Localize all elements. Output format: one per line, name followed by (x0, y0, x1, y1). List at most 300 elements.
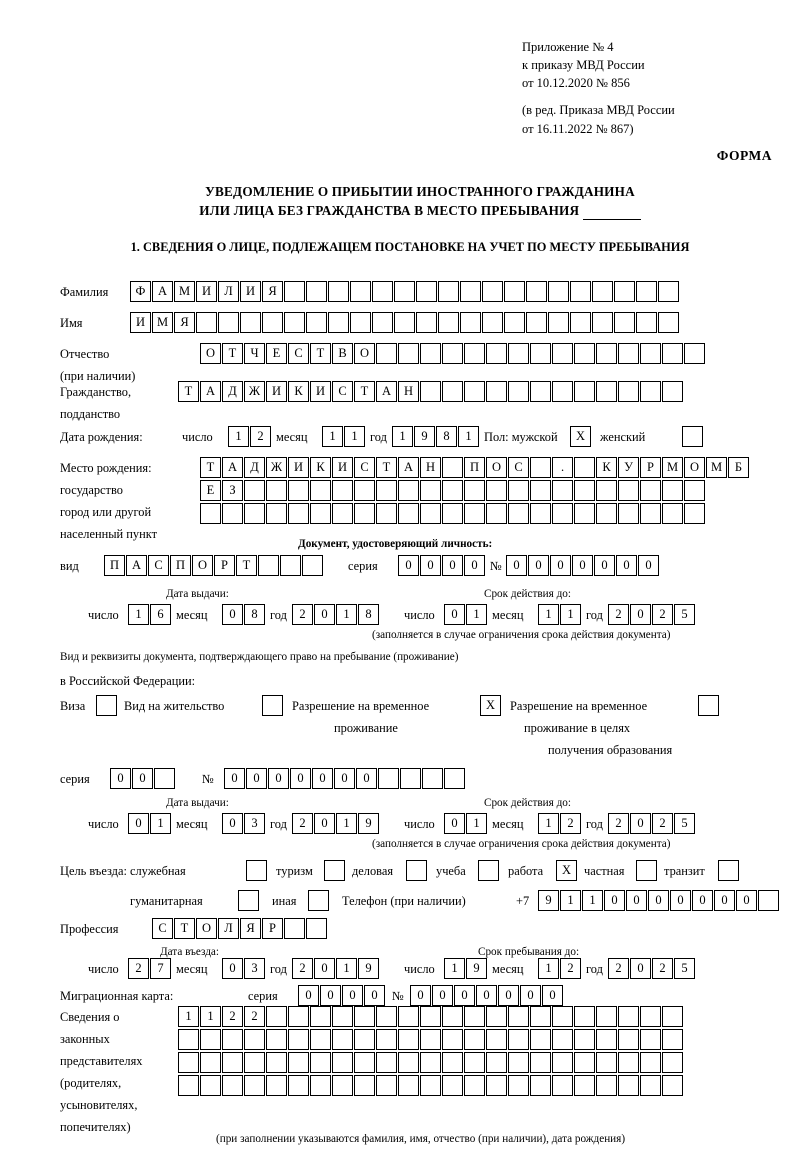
cell[interactable]: И (130, 312, 151, 333)
birthplace-city-boxes-2[interactable] (200, 503, 706, 524)
cell[interactable]: С (354, 457, 375, 478)
visa-checkbox[interactable] (96, 695, 117, 716)
cell[interactable] (310, 480, 331, 501)
cell[interactable]: И (310, 381, 331, 402)
cell[interactable]: 1 (150, 813, 171, 834)
cell[interactable]: Е (200, 480, 221, 501)
cell[interactable]: 6 (150, 604, 171, 625)
cell[interactable]: Т (354, 381, 375, 402)
cell[interactable]: 9 (414, 426, 435, 447)
entry-year-boxes[interactable] (292, 958, 380, 979)
cell[interactable] (658, 281, 679, 302)
cell[interactable] (486, 343, 507, 364)
cell[interactable] (442, 480, 463, 501)
cell[interactable] (640, 1006, 661, 1027)
doc-number-boxes[interactable] (506, 555, 660, 576)
cell[interactable]: 2 (608, 604, 629, 625)
cell[interactable] (592, 281, 613, 302)
cell[interactable]: Н (420, 457, 441, 478)
cell[interactable] (486, 1006, 507, 1027)
cell[interactable] (350, 281, 371, 302)
cell[interactable]: 0 (314, 604, 335, 625)
cell[interactable]: Я (174, 312, 195, 333)
sex-female-checkbox[interactable] (682, 426, 703, 447)
cell[interactable] (614, 281, 635, 302)
cell[interactable] (376, 1029, 397, 1050)
cell[interactable] (570, 312, 591, 333)
cell[interactable] (684, 480, 705, 501)
cell[interactable] (552, 1006, 573, 1027)
cell[interactable]: 9 (358, 958, 379, 979)
cell[interactable] (530, 1006, 551, 1027)
cell[interactable] (376, 503, 397, 524)
cell[interactable]: 0 (630, 958, 651, 979)
cell[interactable] (288, 1052, 309, 1073)
cell[interactable] (222, 503, 243, 524)
cell[interactable]: 2 (560, 958, 581, 979)
cell[interactable]: З (222, 480, 243, 501)
cell[interactable] (464, 503, 485, 524)
birth-day-boxes[interactable] (228, 426, 272, 447)
permit-series-boxes[interactable] (110, 768, 176, 789)
cell[interactable] (258, 555, 279, 576)
cell[interactable] (378, 768, 399, 789)
cell[interactable]: Т (200, 457, 221, 478)
birthplace-city-boxes[interactable] (200, 480, 706, 501)
cell[interactable] (614, 312, 635, 333)
cell[interactable] (284, 312, 305, 333)
cell[interactable]: 0 (314, 813, 335, 834)
purpose-business-checkbox[interactable] (406, 860, 427, 881)
cell[interactable] (354, 1006, 375, 1027)
cell[interactable]: С (148, 555, 169, 576)
cell[interactable] (310, 1052, 331, 1073)
cell[interactable] (640, 343, 661, 364)
cell[interactable] (640, 381, 661, 402)
cell[interactable] (310, 1029, 331, 1050)
cell[interactable]: Ф (130, 281, 151, 302)
cell[interactable]: 1 (228, 426, 249, 447)
sex-male-checkbox[interactable]: X (570, 426, 591, 447)
cell[interactable]: П (464, 457, 485, 478)
citizenship-boxes[interactable] (178, 381, 684, 402)
cell[interactable]: Б (728, 457, 749, 478)
cell[interactable] (218, 312, 239, 333)
migration-number-boxes[interactable] (410, 985, 564, 1006)
cell[interactable]: 9 (358, 813, 379, 834)
cell[interactable] (280, 555, 301, 576)
birth-year-boxes[interactable] (392, 426, 480, 447)
cell[interactable]: М (174, 281, 195, 302)
cell[interactable]: 2 (250, 426, 271, 447)
cell[interactable] (618, 480, 639, 501)
stay-day-boxes[interactable] (444, 958, 488, 979)
cell[interactable]: Д (244, 457, 265, 478)
cell[interactable]: К (288, 381, 309, 402)
cell[interactable] (464, 1029, 485, 1050)
permit-issue-day-boxes[interactable] (128, 813, 172, 834)
cell[interactable]: 5 (674, 604, 695, 625)
cell[interactable]: Т (236, 555, 257, 576)
cell[interactable] (574, 480, 595, 501)
cell[interactable] (640, 1052, 661, 1073)
purpose-work-checkbox[interactable]: X (556, 860, 577, 881)
cell[interactable]: Ж (244, 381, 265, 402)
cell[interactable] (482, 281, 503, 302)
cell[interactable]: 0 (420, 555, 441, 576)
cell[interactable] (420, 381, 441, 402)
cell[interactable]: И (196, 281, 217, 302)
cell[interactable]: 0 (736, 890, 757, 911)
cell[interactable] (592, 312, 613, 333)
cell[interactable] (420, 1006, 441, 1027)
cell[interactable]: 0 (454, 985, 475, 1006)
cell[interactable] (662, 503, 683, 524)
permit-valid-month-boxes[interactable] (538, 813, 582, 834)
legal-rep-row-3[interactable] (178, 1052, 684, 1073)
cell[interactable]: 0 (132, 768, 153, 789)
purpose-humanitarian-checkbox[interactable] (238, 890, 259, 911)
phone-boxes[interactable] (538, 890, 780, 911)
cell[interactable]: 0 (410, 985, 431, 1006)
cell[interactable] (662, 1052, 683, 1073)
cell[interactable] (574, 381, 595, 402)
cell[interactable] (306, 312, 327, 333)
cell[interactable] (504, 281, 525, 302)
cell[interactable]: Л (218, 918, 239, 939)
cell[interactable]: И (240, 281, 261, 302)
cell[interactable] (596, 503, 617, 524)
cell[interactable]: 1 (560, 890, 581, 911)
cell[interactable] (306, 281, 327, 302)
entry-day-boxes[interactable] (128, 958, 172, 979)
cell[interactable] (552, 1029, 573, 1050)
issue-year-boxes[interactable] (292, 604, 380, 625)
cell[interactable] (574, 457, 595, 478)
cell[interactable]: 2 (560, 813, 581, 834)
cell[interactable]: Р (214, 555, 235, 576)
cell[interactable]: Ч (244, 343, 265, 364)
cell[interactable] (508, 480, 529, 501)
cell[interactable] (530, 1029, 551, 1050)
cell[interactable] (372, 281, 393, 302)
cell[interactable] (548, 312, 569, 333)
cell[interactable] (416, 312, 437, 333)
cell[interactable] (618, 503, 639, 524)
cell[interactable] (310, 1006, 331, 1027)
cell[interactable]: 5 (674, 958, 695, 979)
cell[interactable] (400, 768, 421, 789)
doc-kind-boxes[interactable] (104, 555, 324, 576)
cell[interactable]: 1 (444, 958, 465, 979)
valid-year-boxes[interactable] (608, 604, 696, 625)
cell[interactable]: 0 (714, 890, 735, 911)
cell[interactable]: 0 (616, 555, 637, 576)
cell[interactable] (618, 343, 639, 364)
cell[interactable] (354, 1029, 375, 1050)
cell[interactable] (442, 1006, 463, 1027)
cell[interactable] (442, 381, 463, 402)
cell[interactable] (376, 1075, 397, 1096)
cell[interactable] (504, 312, 525, 333)
cell[interactable]: 1 (178, 1006, 199, 1027)
cell[interactable] (398, 1029, 419, 1050)
cell[interactable]: 0 (692, 890, 713, 911)
cell[interactable]: Я (262, 281, 283, 302)
cell[interactable] (354, 1052, 375, 1073)
cell[interactable]: 2 (244, 1006, 265, 1027)
cell[interactable]: 2 (652, 958, 673, 979)
cell[interactable] (508, 381, 529, 402)
cell[interactable]: 2 (292, 813, 313, 834)
cell[interactable]: 9 (466, 958, 487, 979)
edu-residence-checkbox[interactable] (698, 695, 719, 716)
cell[interactable] (288, 1006, 309, 1027)
cell[interactable] (332, 480, 353, 501)
cell[interactable]: 0 (222, 958, 243, 979)
cell[interactable] (658, 312, 679, 333)
cell[interactable]: 2 (608, 813, 629, 834)
cell[interactable] (306, 918, 327, 939)
permit-valid-day-boxes[interactable] (444, 813, 488, 834)
purpose-tourism-checkbox[interactable] (324, 860, 345, 881)
cell[interactable] (332, 1006, 353, 1027)
cell[interactable] (552, 343, 573, 364)
cell[interactable] (530, 503, 551, 524)
cell[interactable]: О (684, 457, 705, 478)
cell[interactable] (618, 1075, 639, 1096)
cell[interactable] (552, 381, 573, 402)
cell[interactable]: Р (640, 457, 661, 478)
cell[interactable]: 1 (538, 958, 559, 979)
valid-day-boxes[interactable] (444, 604, 488, 625)
cell[interactable]: К (596, 457, 617, 478)
cell[interactable]: 0 (364, 985, 385, 1006)
cell[interactable] (486, 1052, 507, 1073)
stay-year-boxes[interactable] (608, 958, 696, 979)
cell[interactable] (266, 1052, 287, 1073)
birth-month-boxes[interactable] (322, 426, 366, 447)
cell[interactable] (398, 1006, 419, 1027)
cell[interactable]: С (508, 457, 529, 478)
cell[interactable]: 0 (398, 555, 419, 576)
cell[interactable]: С (288, 343, 309, 364)
cell[interactable]: О (486, 457, 507, 478)
cell[interactable] (416, 281, 437, 302)
cell[interactable]: 1 (560, 604, 581, 625)
purpose-transit-checkbox[interactable] (718, 860, 739, 881)
permit-issue-month-boxes[interactable] (222, 813, 266, 834)
cell[interactable] (350, 312, 371, 333)
cell[interactable] (640, 1029, 661, 1050)
cell[interactable]: Н (398, 381, 419, 402)
cell[interactable]: Т (178, 381, 199, 402)
cell[interactable] (758, 890, 779, 911)
cell[interactable] (486, 1075, 507, 1096)
cell[interactable]: . (552, 457, 573, 478)
cell[interactable]: 1 (322, 426, 343, 447)
cell[interactable]: Ж (266, 457, 287, 478)
cell[interactable]: А (222, 457, 243, 478)
cell[interactable] (302, 555, 323, 576)
cell[interactable]: 0 (670, 890, 691, 911)
cell[interactable] (244, 480, 265, 501)
cell[interactable]: 0 (594, 555, 615, 576)
legal-rep-row-1[interactable] (178, 1006, 684, 1027)
valid-month-boxes[interactable] (538, 604, 582, 625)
cell[interactable]: 1 (200, 1006, 221, 1027)
purpose-official-checkbox[interactable] (246, 860, 267, 881)
cell[interactable] (244, 1052, 265, 1073)
cell[interactable]: 0 (312, 768, 333, 789)
cell[interactable]: 0 (520, 985, 541, 1006)
cell[interactable]: 0 (268, 768, 289, 789)
cell[interactable]: 2 (608, 958, 629, 979)
cell[interactable]: 1 (344, 426, 365, 447)
cell[interactable] (596, 381, 617, 402)
cell[interactable]: 0 (630, 604, 651, 625)
cell[interactable] (288, 1029, 309, 1050)
cell[interactable]: 0 (224, 768, 245, 789)
cell[interactable] (266, 503, 287, 524)
cell[interactable] (284, 281, 305, 302)
cell[interactable] (508, 503, 529, 524)
cell[interactable]: 0 (320, 985, 341, 1006)
cell[interactable] (526, 281, 547, 302)
cell[interactable] (482, 312, 503, 333)
cell[interactable] (442, 1029, 463, 1050)
cell[interactable] (178, 1075, 199, 1096)
cell[interactable] (530, 457, 551, 478)
cell[interactable]: 0 (648, 890, 669, 911)
cell[interactable] (464, 1006, 485, 1027)
cell[interactable] (420, 503, 441, 524)
cell[interactable] (442, 457, 463, 478)
cell[interactable]: 2 (222, 1006, 243, 1027)
cell[interactable]: П (170, 555, 191, 576)
residence-checkbox[interactable] (262, 695, 283, 716)
cell[interactable] (178, 1052, 199, 1073)
cell[interactable] (574, 1075, 595, 1096)
cell[interactable] (574, 1029, 595, 1050)
cell[interactable] (200, 1029, 221, 1050)
cell[interactable] (618, 1006, 639, 1027)
cell[interactable]: А (152, 281, 173, 302)
cell[interactable] (420, 343, 441, 364)
cell[interactable]: А (200, 381, 221, 402)
cell[interactable]: 2 (292, 604, 313, 625)
cell[interactable]: 0 (128, 813, 149, 834)
profession-boxes[interactable] (152, 918, 328, 939)
cell[interactable] (526, 312, 547, 333)
cell[interactable] (438, 312, 459, 333)
temp-residence-checkbox[interactable]: X (480, 695, 501, 716)
cell[interactable] (266, 1075, 287, 1096)
cell[interactable] (284, 918, 305, 939)
cell[interactable]: 0 (222, 813, 243, 834)
cell[interactable] (376, 480, 397, 501)
cell[interactable] (596, 1006, 617, 1027)
cell[interactable]: 8 (358, 604, 379, 625)
cell[interactable]: 1 (336, 813, 357, 834)
cell[interactable]: 0 (314, 958, 335, 979)
cell[interactable]: 0 (506, 555, 527, 576)
cell[interactable] (398, 1052, 419, 1073)
cell[interactable] (222, 1075, 243, 1096)
cell[interactable]: Р (262, 918, 283, 939)
issue-day-boxes[interactable] (128, 604, 172, 625)
cell[interactable] (486, 1029, 507, 1050)
cell[interactable] (508, 1006, 529, 1027)
cell[interactable] (442, 343, 463, 364)
cell[interactable]: 3 (244, 813, 265, 834)
cell[interactable]: 0 (638, 555, 659, 576)
cell[interactable]: 1 (538, 604, 559, 625)
cell[interactable] (460, 312, 481, 333)
cell[interactable] (508, 343, 529, 364)
cell[interactable]: П (104, 555, 125, 576)
cell[interactable]: Т (174, 918, 195, 939)
permit-valid-year-boxes[interactable] (608, 813, 696, 834)
birthplace-state-boxes[interactable] (200, 457, 750, 478)
cell[interactable] (420, 1052, 441, 1073)
cell[interactable] (640, 503, 661, 524)
legal-rep-row-4[interactable] (178, 1075, 684, 1096)
cell[interactable] (552, 1052, 573, 1073)
cell[interactable]: О (354, 343, 375, 364)
cell[interactable] (200, 503, 221, 524)
cell[interactable]: 0 (550, 555, 571, 576)
cell[interactable] (464, 1052, 485, 1073)
cell[interactable]: 0 (342, 985, 363, 1006)
cell[interactable] (530, 480, 551, 501)
cell[interactable]: Д (222, 381, 243, 402)
cell[interactable] (442, 1052, 463, 1073)
purpose-private-checkbox[interactable] (636, 860, 657, 881)
cell[interactable]: 0 (604, 890, 625, 911)
cell[interactable]: И (288, 457, 309, 478)
cell[interactable] (636, 312, 657, 333)
cell[interactable] (662, 343, 683, 364)
cell[interactable] (486, 381, 507, 402)
cell[interactable] (442, 503, 463, 524)
cell[interactable] (288, 503, 309, 524)
purpose-study-checkbox[interactable] (478, 860, 499, 881)
cell[interactable]: 0 (528, 555, 549, 576)
cell[interactable] (196, 312, 217, 333)
cell[interactable]: 2 (652, 604, 673, 625)
cell[interactable] (222, 1029, 243, 1050)
cell[interactable]: М (662, 457, 683, 478)
cell[interactable] (640, 1075, 661, 1096)
cell[interactable] (552, 503, 573, 524)
cell[interactable]: 1 (582, 890, 603, 911)
cell[interactable]: Л (218, 281, 239, 302)
cell[interactable] (200, 1075, 221, 1096)
cell[interactable] (354, 480, 375, 501)
cell[interactable]: Я (240, 918, 261, 939)
cell[interactable] (486, 503, 507, 524)
cell[interactable] (398, 1075, 419, 1096)
cell[interactable] (244, 1029, 265, 1050)
cell[interactable] (442, 1075, 463, 1096)
cell[interactable]: А (126, 555, 147, 576)
cell[interactable]: 0 (444, 813, 465, 834)
cell[interactable]: 1 (466, 813, 487, 834)
cell[interactable] (618, 1029, 639, 1050)
cell[interactable] (332, 1075, 353, 1096)
cell[interactable]: С (152, 918, 173, 939)
